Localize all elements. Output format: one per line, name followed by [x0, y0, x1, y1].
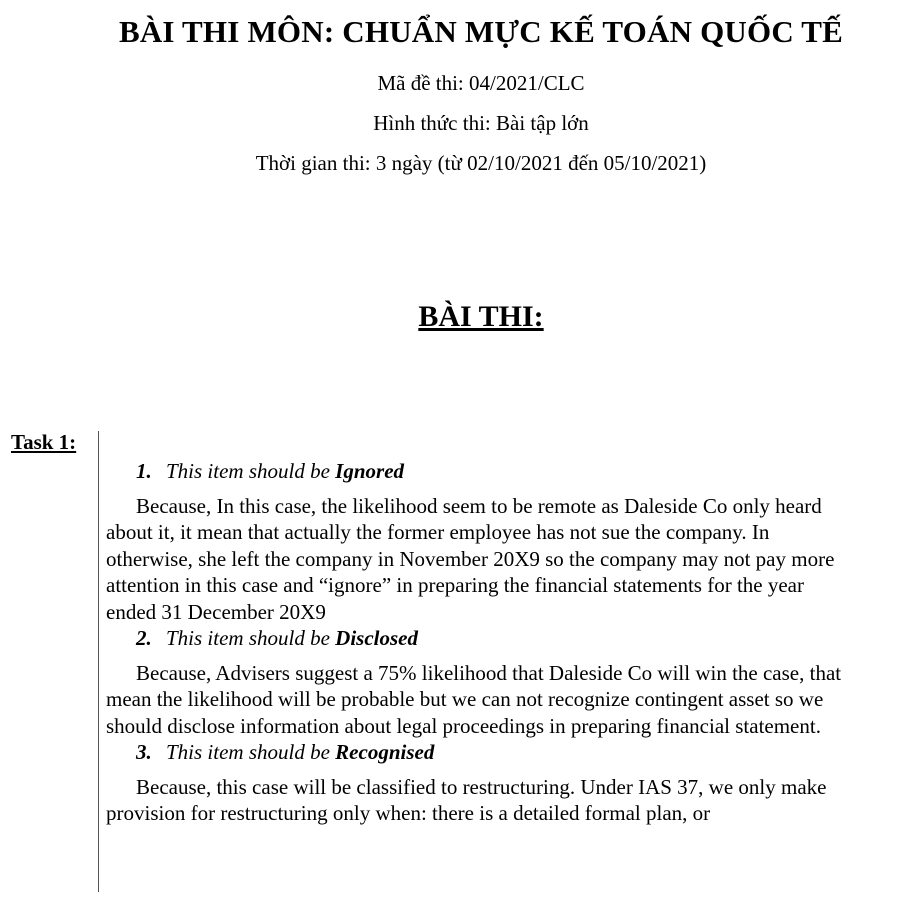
item-statement: This item should be — [166, 626, 336, 650]
item-paragraph: Because, this case will be classified to restructuring. Under IAS 37, we only make provision for restructuring only when: there is a detailed formal plan, or — [106, 774, 827, 825]
item-heading — [106, 458, 856, 485]
task-label: Task 1: — [11, 430, 77, 454]
item-keyword: Disclosed — [335, 626, 418, 650]
item-statement: This item should be — [166, 740, 336, 764]
item-heading — [106, 739, 856, 766]
item-statement: This item should be — [166, 459, 336, 483]
exam-time: Thời gian thi: 3 ngày (từ 02/10/2021 đến 05/10/2021) — [255, 151, 707, 175]
item-paragraph: Because, In this case, the likelihood seem to be remote as Daleside Co only heard about it, it mean that actually the former employee has not sue the company. In otherwise, she left the company in November 20X9 so the company may not pay more attention in this case and “ignore” in preparing the financial statements for the year ended 31 December 20X9 — [106, 493, 835, 624]
item-number: 3. — [136, 740, 152, 764]
exam-format: Hình thức thi: Bài tập lớn — [373, 111, 589, 135]
item-keyword: Recognised — [335, 740, 435, 764]
item-keyword: Ignored — [335, 459, 405, 483]
task-content — [106, 458, 856, 827]
section-heading: BÀI THI: — [418, 300, 544, 333]
item-paragraph: Because, Advisers suggest a 75% likelihood that Daleside Co will win the case, that mean the likelihood will be probable but we can not recognize contingent asset so we should disclose information about legal proceedings in preparing financial statement. — [106, 660, 842, 738]
exam-title: BÀI THI MÔN: CHUẨN MỰC KẾ TOÁN QUỐC TẾ — [118, 14, 844, 49]
item-number: 2. — [136, 626, 152, 650]
task-divider-line — [98, 431, 99, 892]
exam-code: Mã đề thi: 04/2021/CLC — [377, 71, 585, 95]
item-heading — [106, 625, 856, 652]
item-number: 1. — [136, 459, 152, 483]
